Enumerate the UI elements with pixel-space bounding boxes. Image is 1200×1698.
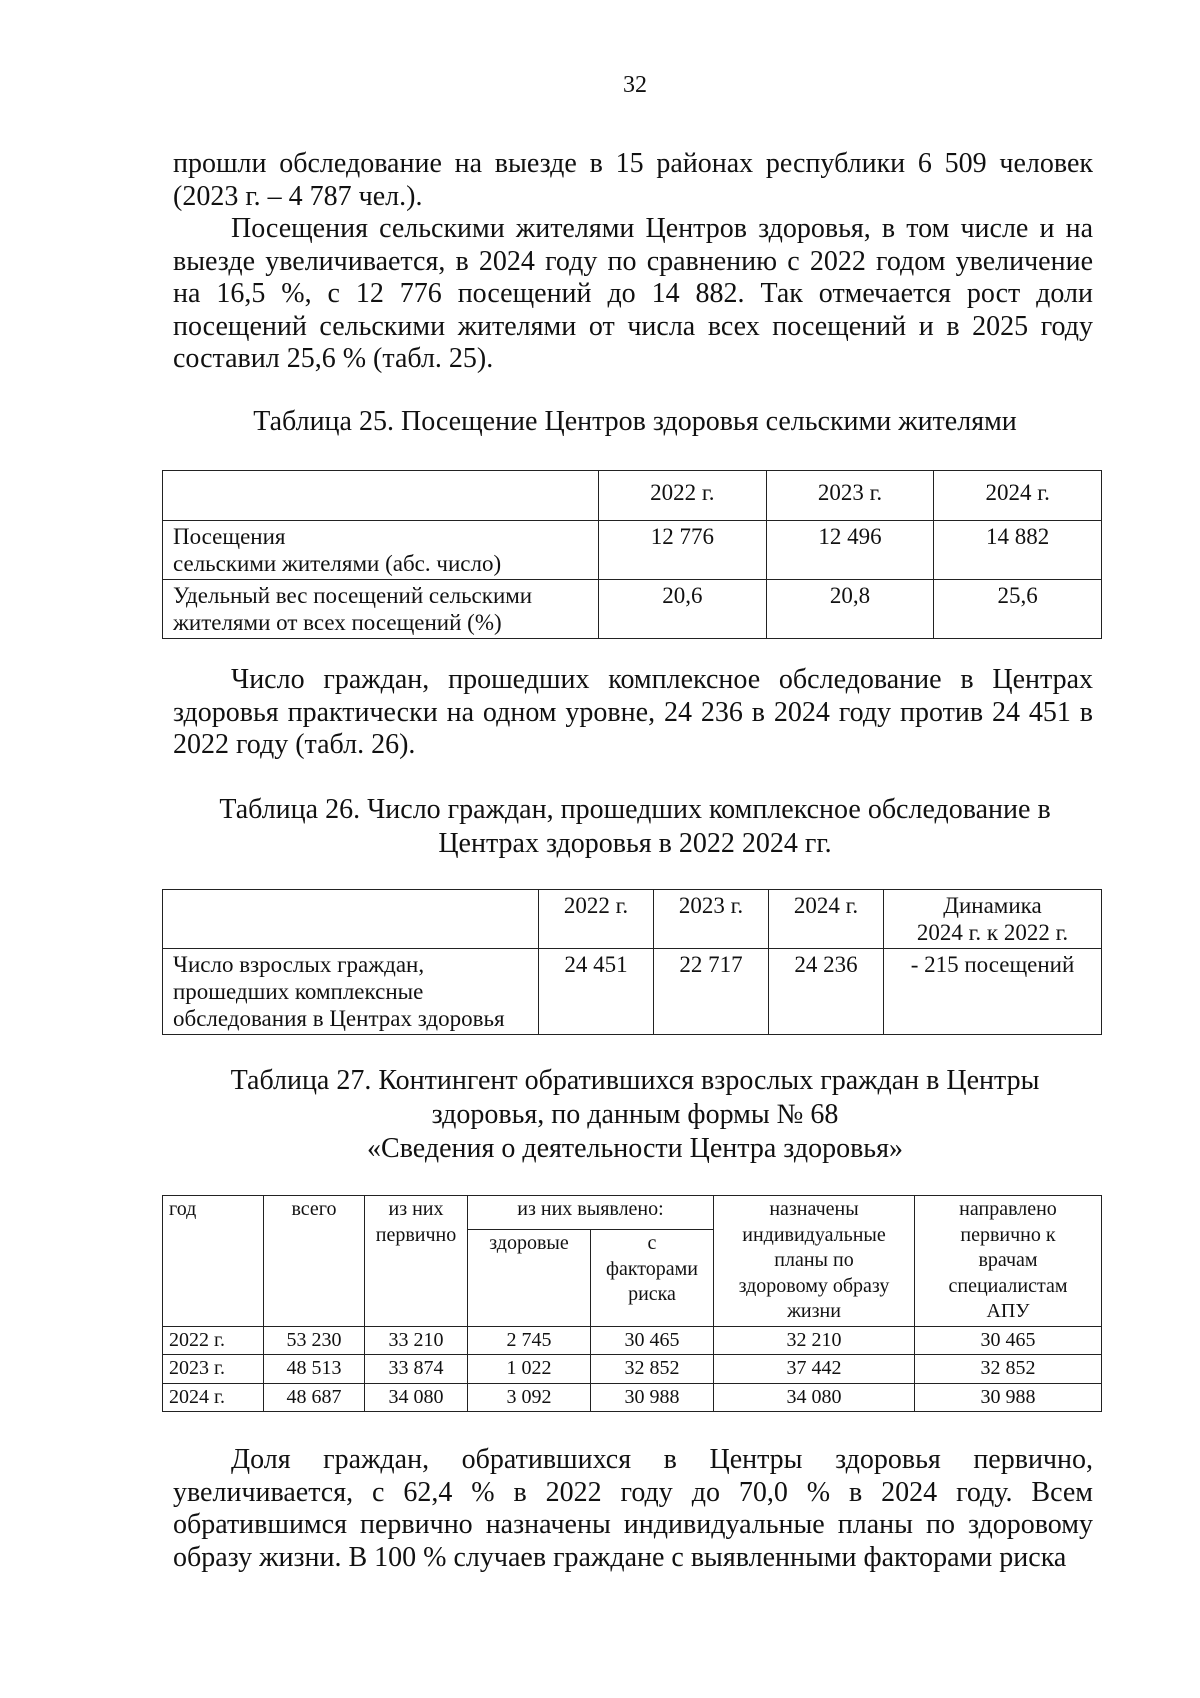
paragraph-4: Доля граждан, обратившихся в Центры здоровья первично, увеличивается, с 62,4 % в 2022 году до 70,0 % в 2024 году. Всем обратившимся первично назначены индивидуальные планы по здоровому образу жизни. В 100 % случаев граждане с выявленными факторами риска <box>173 1444 1093 1573</box>
header-cell-primary <box>365 1196 468 1327</box>
header-line: жизни <box>787 1300 841 1322</box>
row-label-line: жителями от всех посещений (%) <box>173 610 502 635</box>
row-label-line: Посещения <box>173 524 286 549</box>
table-cell: 37 442 <box>714 1355 915 1384</box>
header-cell: 2024 г. <box>769 890 884 949</box>
table-cell: 2 745 <box>468 1326 591 1355</box>
table-cell: 32 210 <box>714 1326 915 1355</box>
header-cell: 2022 г. <box>599 471 767 521</box>
table-cell: 30 465 <box>915 1326 1102 1355</box>
header-cell: 2023 г. <box>654 890 769 949</box>
table-cell-year: 2024 г. <box>163 1383 264 1412</box>
table-cell: 22 717 <box>654 949 769 1035</box>
header-cell <box>163 471 599 521</box>
header-cell-total: всего <box>264 1196 365 1327</box>
table-header-row <box>163 471 1102 521</box>
paragraph-2: Посещения сельскими жителями Центров здоровья, в том числе и на выезде увеличивается, в 2024 году по сравнению с 2022 годом увеличение на 16,5 %, с 12 776 посещений до 14 882. Так отмечается рост доли посещений сельскими жителями от числа всех посещений и в 2025 году составил 25,6 % (табл. 25). <box>173 213 1093 374</box>
header-line: специалистам <box>948 1274 1068 1297</box>
table-cell: 30 465 <box>591 1326 714 1355</box>
table-cell: 20,8 <box>766 580 934 639</box>
paragraph-1: прошли обследование на выезде в 15 районах республики 6 509 человек (2023 г. – 4 787 чел.). <box>173 148 1093 212</box>
header-line: АПУ <box>986 1300 1030 1322</box>
table-header-row <box>163 890 1102 949</box>
row-label-line: Удельный вес посещений сельскими <box>173 583 533 608</box>
table-row <box>163 1326 1102 1355</box>
caption-line: Таблица 27. Контингент обратившихся взрослых граждан в Центры <box>230 1065 1040 1096</box>
header-line: факторами <box>605 1257 698 1280</box>
table-26 <box>162 889 1102 1035</box>
table-cell-year: 2023 г. <box>163 1355 264 1384</box>
header-line: первично <box>375 1223 457 1246</box>
row-label <box>163 580 599 639</box>
caption-line: Центрах здоровья в 2022 2024 гг. <box>438 828 832 859</box>
table-cell: 1 022 <box>468 1355 591 1384</box>
table-row <box>163 1355 1102 1384</box>
row-label-line: обследования в Центрах здоровья <box>173 1006 505 1031</box>
table-cell: 32 852 <box>591 1355 714 1384</box>
table-cell: 53 230 <box>264 1326 365 1355</box>
header-line: Динамика <box>943 893 1042 918</box>
caption-line: Таблица 26. Число граждан, прошедших комплексное обследование в <box>219 794 1051 825</box>
paragraph-3: Число граждан, прошедших комплексное обследование в Центрах здоровья практически на одном уровне, 24 236 в 2024 году против 24 451 в 2022 году (табл. 26). <box>173 664 1093 760</box>
table27-caption <box>150 1064 1120 1166</box>
table-cell: 24 451 <box>539 949 654 1035</box>
row-label-line: сельскими жителями (абс. число) <box>173 551 502 576</box>
table-cell: 30 988 <box>591 1383 714 1412</box>
table-cell: 3 092 <box>468 1383 591 1412</box>
header-line: риска <box>628 1283 676 1306</box>
table-cell: 34 080 <box>714 1383 915 1412</box>
header-line: врачам <box>978 1249 1038 1271</box>
table-cell: 12 776 <box>599 521 767 580</box>
table-row <box>163 1383 1102 1412</box>
header-cell: 2023 г. <box>766 471 934 521</box>
header-line: 2024 г. к 2022 г. <box>916 920 1069 945</box>
table-cell: 48 687 <box>264 1383 365 1412</box>
table-cell: 32 852 <box>915 1355 1102 1384</box>
header-cell-plans <box>714 1196 915 1327</box>
table-cell: 34 080 <box>365 1383 468 1412</box>
header-cell-healthy: здоровые <box>468 1230 591 1326</box>
table-header-row <box>163 1196 1102 1230</box>
header-cell-risk <box>591 1230 714 1326</box>
header-line: индивидуальные <box>742 1223 886 1246</box>
header-line: планы по <box>774 1249 854 1271</box>
table-row <box>163 580 1102 639</box>
table25-caption: Таблица 25. Посещение Центров здоровья сельскими жителями <box>253 406 1017 437</box>
table-row <box>163 949 1102 1035</box>
table-27 <box>162 1195 1102 1412</box>
page-number: 32 <box>623 72 647 98</box>
table26-caption <box>150 793 1120 861</box>
header-cell: 2024 г. <box>934 471 1102 521</box>
table-cell: 48 513 <box>264 1355 365 1384</box>
header-line: из них <box>388 1198 444 1220</box>
table-cell: 30 988 <box>915 1383 1102 1412</box>
header-line: с <box>647 1232 657 1255</box>
table-cell: 14 882 <box>934 521 1102 580</box>
header-line: назначены <box>769 1198 859 1220</box>
caption-line: «Сведения о деятельности Центра здоровья» <box>367 1133 903 1164</box>
header-line: первично к <box>960 1223 1056 1246</box>
header-cell: 2022 г. <box>539 890 654 949</box>
row-label <box>163 521 599 580</box>
table-cell: 25,6 <box>934 580 1102 639</box>
header-cell-identified: из них выявлено: <box>468 1196 714 1230</box>
row-label <box>163 949 539 1035</box>
header-cell <box>163 890 539 949</box>
row-label-line: Число взрослых граждан, <box>173 952 425 977</box>
header-line: здоровому образу <box>738 1274 890 1297</box>
table-cell: - 215 посещений <box>884 949 1102 1035</box>
table-cell: 20,6 <box>599 580 767 639</box>
table-cell: 33 210 <box>365 1326 468 1355</box>
row-label-line: прошедших комплексные <box>173 979 424 1004</box>
header-cell-referred <box>915 1196 1102 1327</box>
header-cell-dynamics <box>884 890 1102 949</box>
caption-line: здоровья, по данным формы № 68 <box>431 1099 839 1130</box>
table-cell: 12 496 <box>766 521 934 580</box>
table-cell-year: 2022 г. <box>163 1326 264 1355</box>
table-row <box>163 521 1102 580</box>
table-25 <box>162 470 1102 639</box>
header-line: направлено <box>959 1198 1057 1220</box>
header-cell-year: год <box>163 1196 264 1327</box>
table-cell: 33 874 <box>365 1355 468 1384</box>
table-cell: 24 236 <box>769 949 884 1035</box>
